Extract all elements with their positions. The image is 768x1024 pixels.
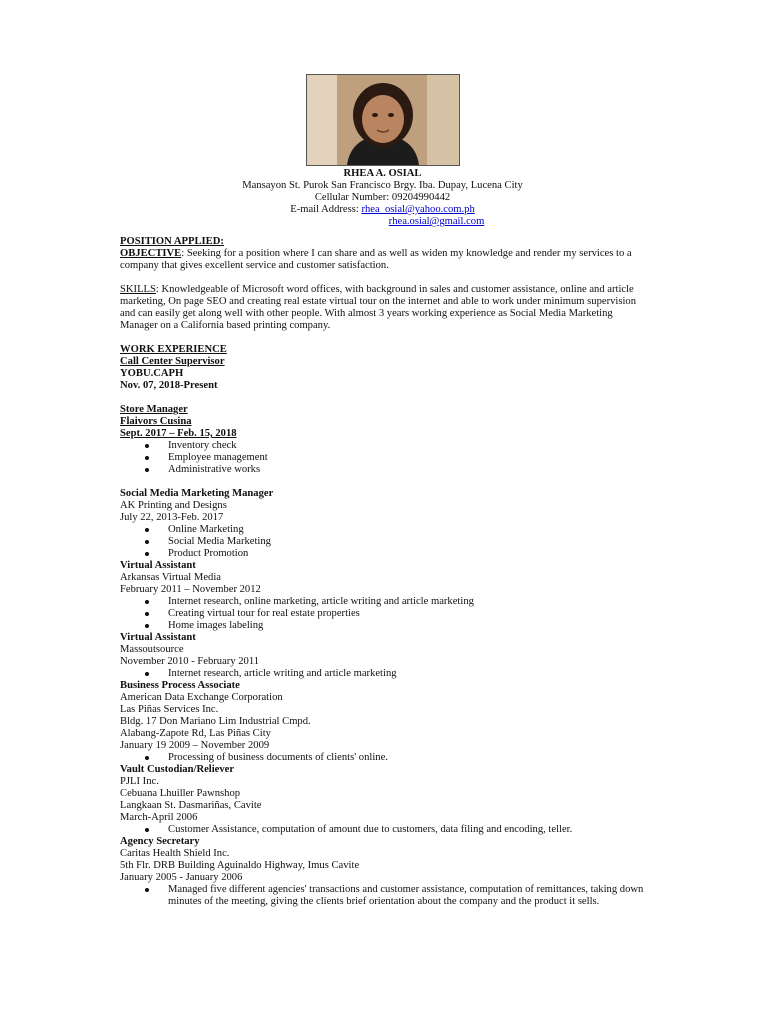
job-detail-line: July 22, 2013-Feb. 2017 <box>120 512 224 523</box>
email-label: E-mail Address: <box>290 204 362 215</box>
work-experience-heading: WORK EXPERIENCE <box>120 344 227 355</box>
email-line-2 <box>120 216 645 228</box>
skills-text: : Knowledgeable of Microsoft word offices, with background in sales and customer assistance, online and article marketing, On page SEO and creating real estate virtual tour on the internet and able to work under minimum supervision and can easily get along well with other people. With almost 3 years working experience as Social Media Marketing Manager on a California based printing company. <box>120 284 637 331</box>
job-date: Nov. 07, 2018-Present <box>120 380 218 391</box>
email-link-yahoo[interactable]: rhea_osial@yahoo.com.ph <box>361 204 475 215</box>
job-duties <box>120 752 648 764</box>
job-detail-line: January 19 2009 – November 2009 <box>120 740 270 751</box>
list-item: Managed five different agencies' transactions and customer assistance, computation of remittances, taking down minutes of the meeting, giving the clients brief orientation about the company and the product it sells. <box>120 884 648 908</box>
job-duties <box>120 824 648 836</box>
job-detail-line: Alabang-Zapote Rd, Las Piñas City <box>120 728 271 739</box>
list-item: Processing of business documents of clients' online. <box>120 752 648 764</box>
job-title: Social Media Marketing Manager <box>120 488 274 499</box>
job-detail-line: January 2005 - January 2006 <box>120 872 243 883</box>
job-entry <box>120 632 648 680</box>
job-detail-line: February 2011 – November 2012 <box>120 584 261 595</box>
email-line <box>120 204 645 216</box>
job-entry <box>120 356 648 392</box>
job-entry <box>120 836 648 908</box>
list-item: Customer Assistance, computation of amount due to customers, data filing and encoding, teller. <box>120 824 648 836</box>
list-item: Creating virtual tour for real estate properties <box>120 608 648 620</box>
objective-label: OBJECTIVE <box>120 248 182 259</box>
list-item: Employee management <box>120 452 648 464</box>
resume-body <box>120 236 648 908</box>
list-item: Product Promotion <box>120 548 648 560</box>
job-title: Business Process Associate <box>120 680 240 691</box>
job-detail-line: Las Piñas Services Inc. <box>120 704 219 715</box>
job-detail-line: PJLI Inc. <box>120 776 159 787</box>
list-item: Inventory check <box>120 440 648 452</box>
job-title: Vault Custodian/Reliever <box>120 764 235 775</box>
job-title: Agency Secretary <box>120 836 200 847</box>
job-title: Call Center Supervisor <box>120 356 225 367</box>
profile-photo <box>306 74 460 166</box>
profile-photo-image <box>307 75 459 165</box>
job-detail-line: Langkaan St. Dasmariñas, Cavite <box>120 800 262 811</box>
job-entry <box>120 488 648 560</box>
objective-paragraph <box>120 248 648 272</box>
job-detail-line: 5th Flr. DRB Building Aguinaldo Highway, Imus Cavite <box>120 860 360 871</box>
job-date: Sept. 2017 – Feb. 15, 2018 <box>120 428 237 439</box>
job-entry <box>120 764 648 836</box>
job-duties <box>120 884 648 908</box>
job-detail-line: AK Printing and Designs <box>120 500 227 511</box>
list-item: Internet research, article writing and article marketing <box>120 668 648 680</box>
job-detail-line: November 2010 - February 2011 <box>120 656 260 667</box>
email-link-gmail[interactable]: rhea.osial@gmail.com <box>388 216 485 227</box>
job-detail-line: March-April 2006 <box>120 812 198 823</box>
job-duties <box>120 668 648 680</box>
job-entry <box>120 404 648 476</box>
list-item: Online Marketing <box>120 524 648 536</box>
list-item: Social Media Marketing <box>120 536 648 548</box>
job-title: Store Manager <box>120 404 188 415</box>
list-item: Internet research, online marketing, article writing and article marketing <box>120 596 648 608</box>
job-company: YOBU.CAPH <box>120 368 184 379</box>
job-detail-line: Massoutsource <box>120 644 184 655</box>
job-detail-line: Bldg. 17 Don Mariano Lim Industrial Cmpd. <box>120 716 311 727</box>
job-detail-line: Caritas Health Shield Inc. <box>120 848 230 859</box>
address-line: Mansayon St. Purok San Francisco Brgy. Iba. Dupay, Lucena City <box>242 180 523 191</box>
job-entry <box>120 560 648 632</box>
list-item: Administrative works <box>120 464 648 476</box>
job-company: Flaivors Cusina <box>120 416 192 427</box>
job-duties <box>120 440 648 476</box>
job-detail-line: American Data Exchange Corporation <box>120 692 283 703</box>
skills-label: SKILLS <box>120 284 156 295</box>
job-duties <box>120 596 648 632</box>
candidate-name: RHEA A. OSIAL <box>343 168 422 179</box>
job-duties <box>120 524 648 560</box>
job-title: Virtual Assistant <box>120 632 196 643</box>
job-title: Virtual Assistant <box>120 560 196 571</box>
position-applied-heading: POSITION APPLIED: <box>120 236 224 247</box>
skills-paragraph <box>120 284 648 332</box>
job-entry <box>120 680 648 764</box>
objective-text: : Seeking for a position where I can share and as well as widen my knowledge and render my services to a company that gives excellent service and customer satisfaction. <box>120 248 632 271</box>
job-detail-line: Cebuana Lhuiller Pawnshop <box>120 788 241 799</box>
list-item: Home images labeling <box>120 620 648 632</box>
job-detail-line: Arkansas Virtual Media <box>120 572 221 583</box>
phone-line: Cellular Number: 09204990442 <box>314 192 451 203</box>
contact-header <box>120 168 645 228</box>
